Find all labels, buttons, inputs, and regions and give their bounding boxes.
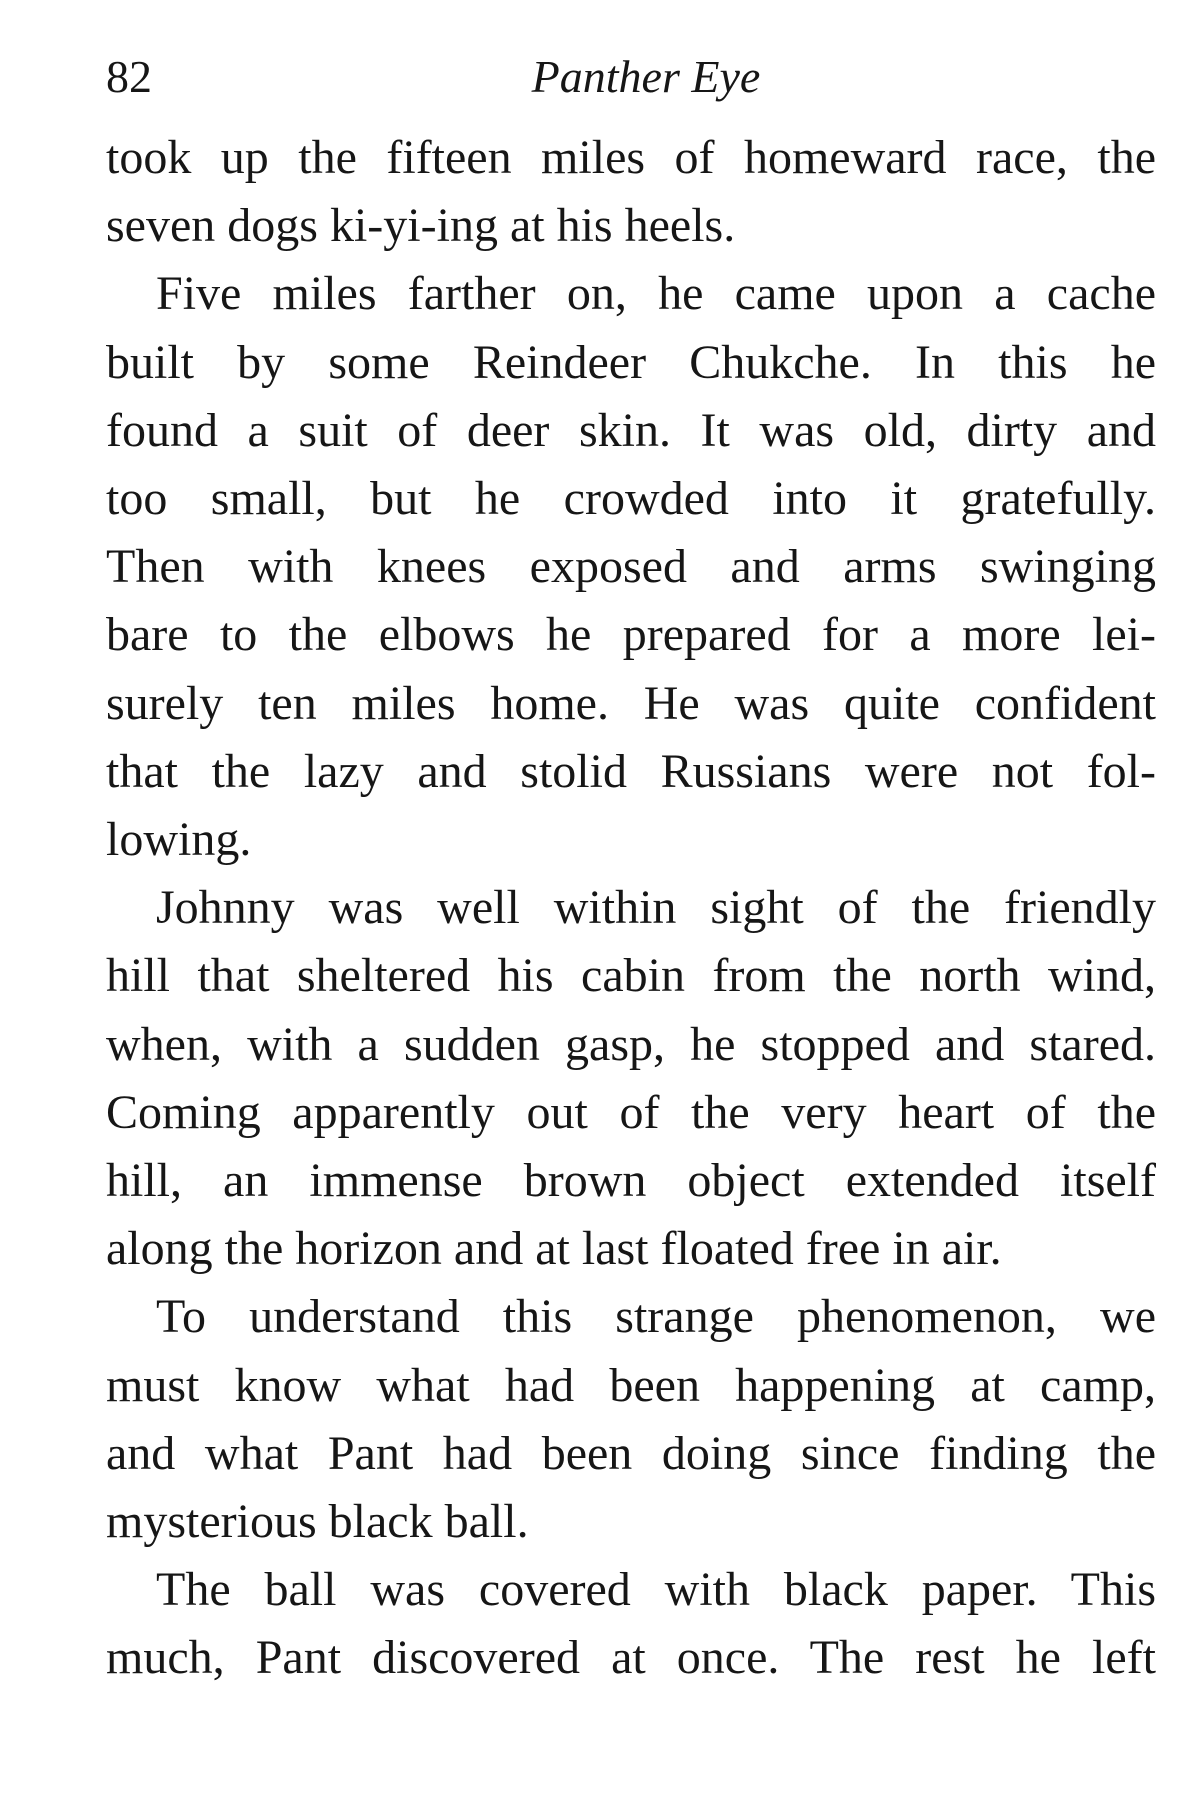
paragraph-4 — [106, 1283, 1156, 1556]
text-line: surely ten miles home. He was quite confident — [106, 676, 1156, 730]
text-line: must know what had been happening at camp, — [106, 1358, 1156, 1412]
running-title: Panther Eye — [531, 51, 761, 102]
text-line: found a suit of deer skin. It was old, dirty and — [106, 403, 1156, 457]
text-line: seven dogs ki-yi-ing at his heels. — [106, 199, 736, 253]
text-line: hill that sheltered his cabin from the north wind, — [106, 949, 1156, 1003]
text-line: along the horizon and at last floated free in air. — [106, 1222, 1002, 1276]
text-line: mysterious black ball. — [106, 1495, 529, 1549]
text-line: took up the fifteen miles of homeward race, the — [106, 131, 1156, 184]
text-line: when, with a sudden gasp, he stopped and stared. — [106, 1017, 1156, 1071]
text-line: and what Pant had been doing since finding the — [106, 1426, 1156, 1480]
paragraph-3 — [106, 874, 1156, 1283]
paragraph-5 — [106, 1556, 1156, 1692]
text-line: bare to the elbows he prepared for a more lei- — [106, 608, 1156, 662]
text-line: The ball was covered with black paper. This — [156, 1563, 1156, 1617]
text-line: Five miles farther on, he came upon a cache — [156, 267, 1156, 321]
paragraph-2 — [106, 260, 1156, 874]
paragraph-1 — [106, 124, 1156, 260]
text-line: built by some Reindeer Chukche. In this he — [106, 335, 1156, 389]
body-text — [106, 124, 1156, 1693]
text-line: Coming apparently out of the very heart of the — [106, 1085, 1156, 1139]
page-number: 82 — [106, 51, 152, 102]
text-line: hill, an immense brown object extended itself — [106, 1154, 1156, 1208]
text-line: lowing. — [106, 813, 252, 867]
text-line: Then with knees exposed and arms swinging — [106, 540, 1156, 594]
running-head — [106, 42, 1156, 112]
text-line: that the lazy and stolid Russians were not fol- — [106, 744, 1156, 798]
text-line: much, Pant discovered at once. The rest he left — [106, 1631, 1156, 1685]
text-line: too small, but he crowded into it gratefully. — [106, 472, 1156, 526]
text-line: To understand this strange phenomenon, we — [156, 1290, 1156, 1344]
text-line: Johnny was well within sight of the friendly — [156, 881, 1156, 935]
